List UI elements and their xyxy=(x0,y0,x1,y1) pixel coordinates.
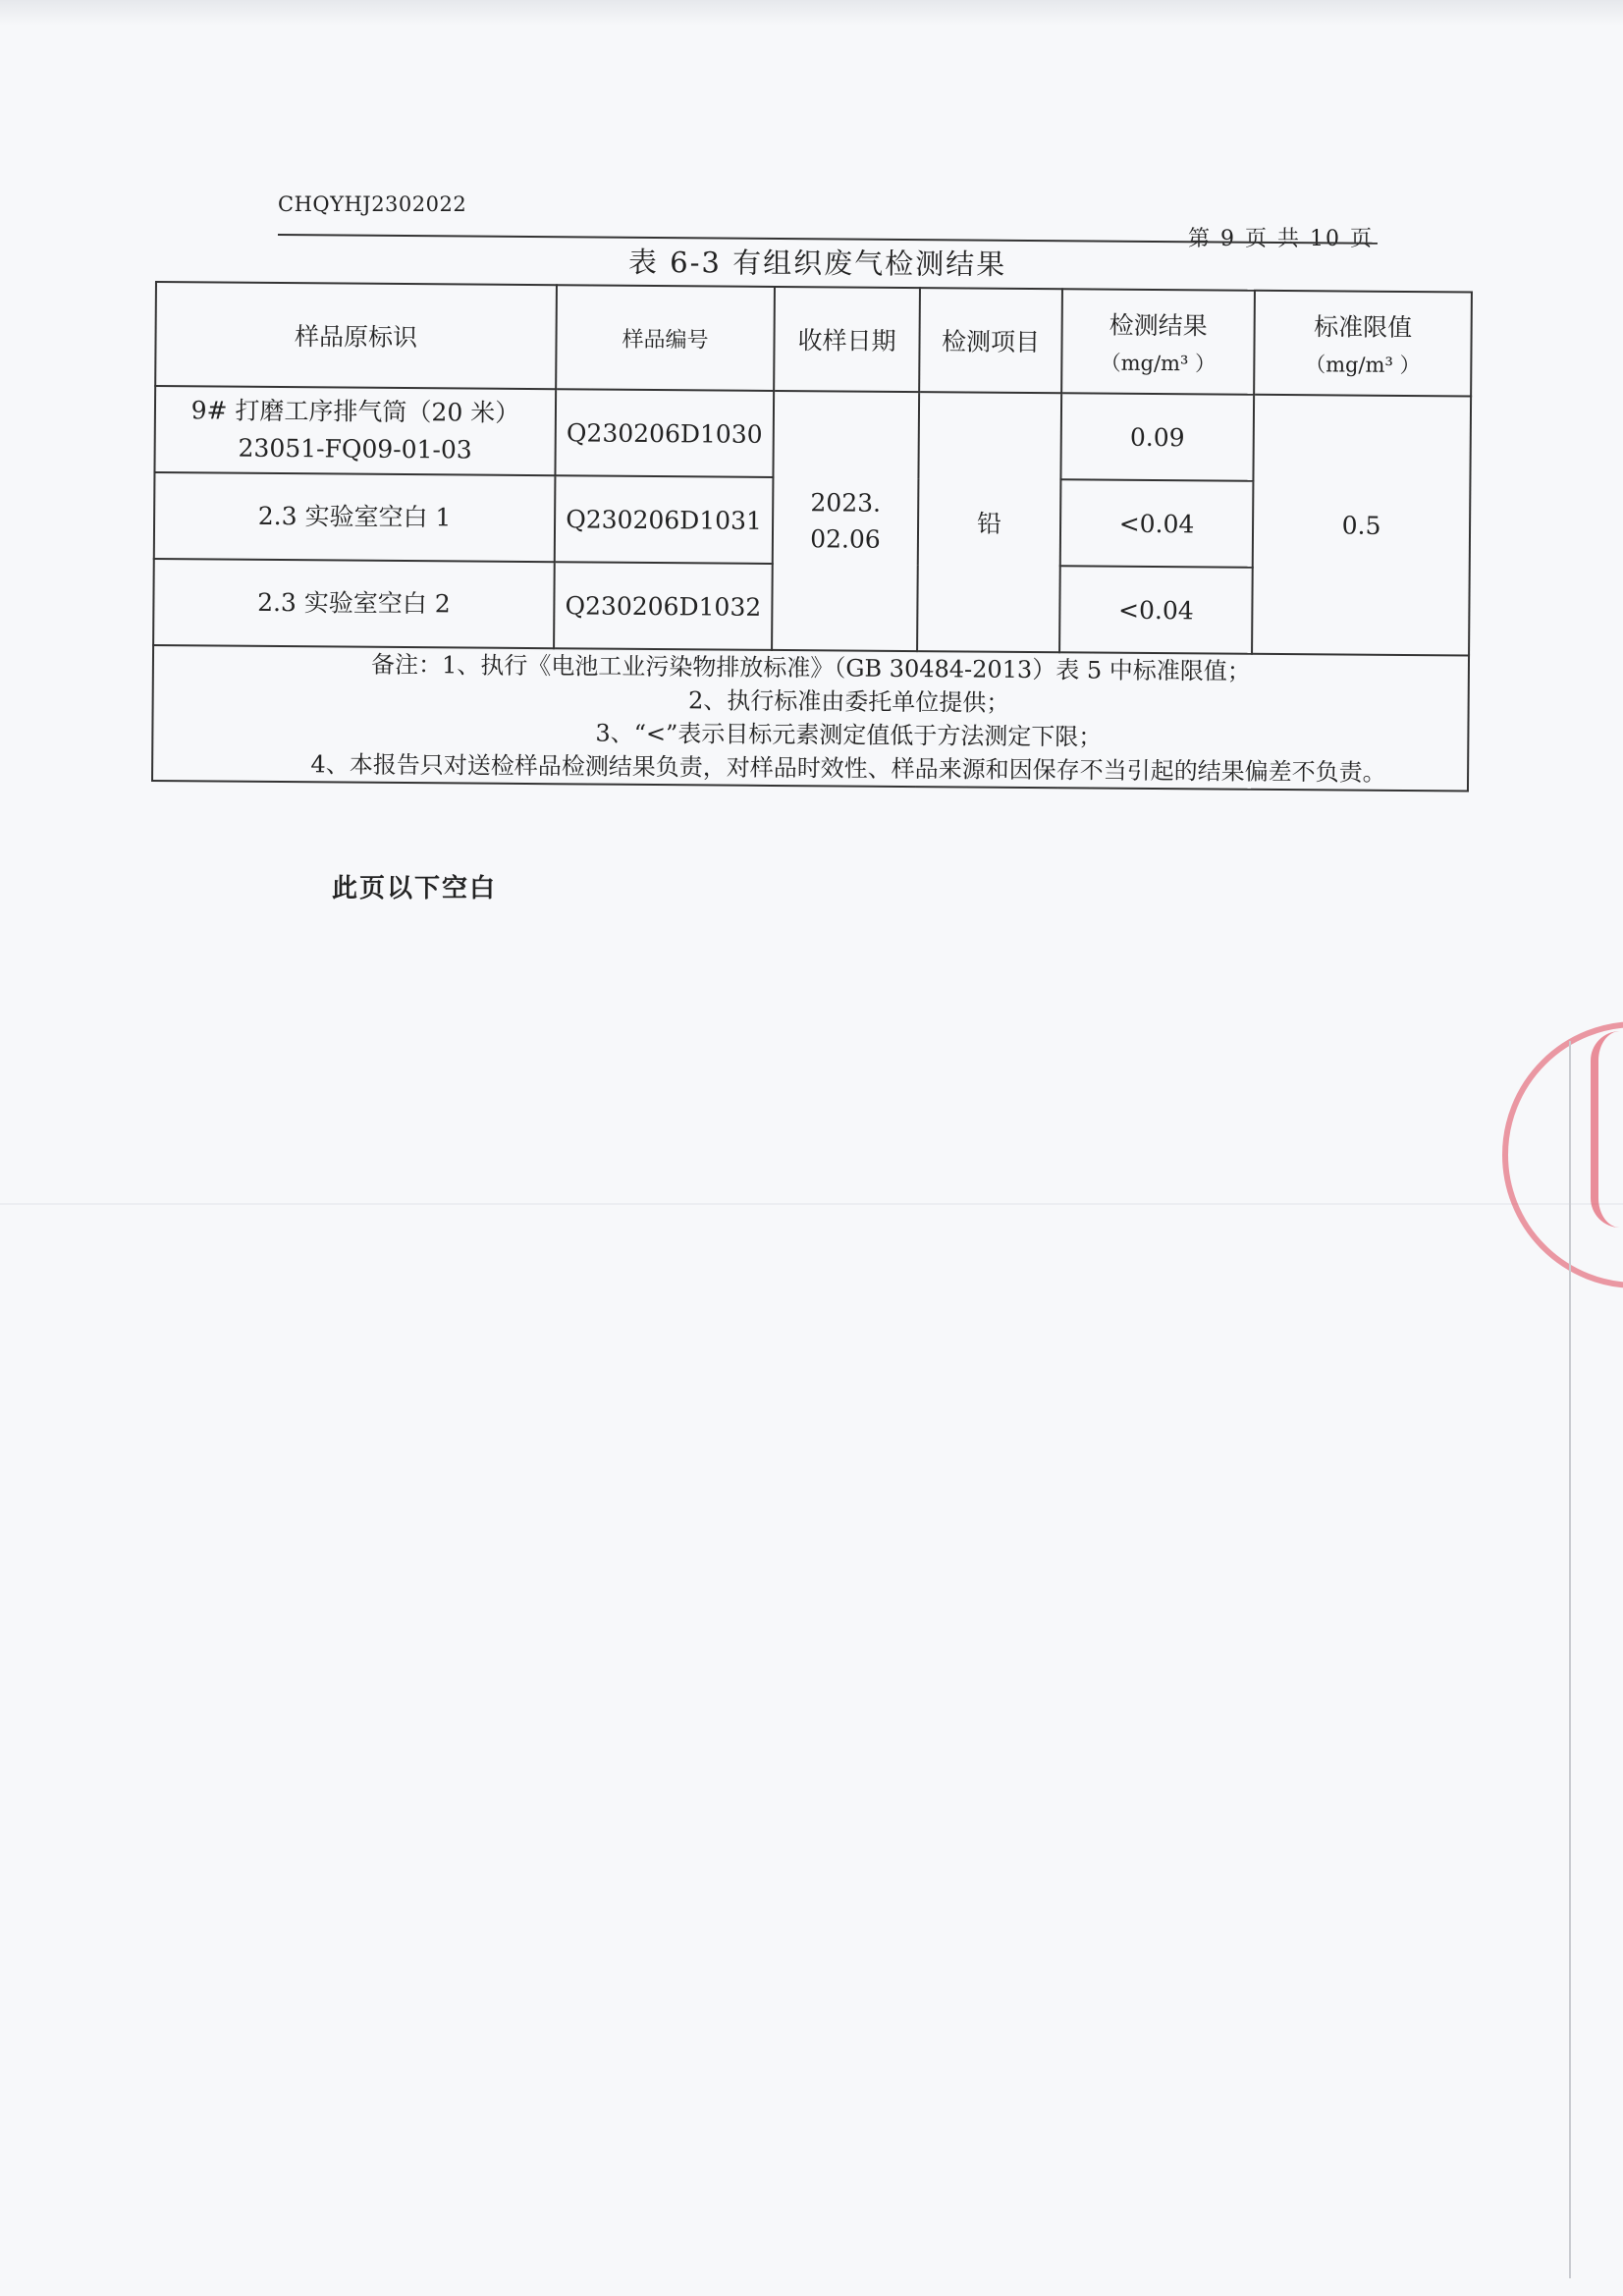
binding-edge-line xyxy=(1569,1041,1571,2278)
results-table xyxy=(151,281,1473,793)
sample-no-cell: Q230206D1031 xyxy=(555,475,774,564)
limit-cell: 0.5 xyxy=(1252,395,1471,656)
remark-line: 备注：1、执行《电池工业污染物排放标准》（GB 30484-2013）表 5 中标准限值； xyxy=(370,650,1251,685)
table-row xyxy=(154,386,1471,483)
sample-id-cell: 2.3 实验室空白 2 xyxy=(153,559,555,648)
date-cell xyxy=(772,391,919,651)
sample-id-line: 23051-FQ09-01-03 xyxy=(238,433,472,465)
item-cell: 铅 xyxy=(917,392,1061,652)
sample-id-cell xyxy=(154,386,556,475)
result-cell: 0.09 xyxy=(1060,393,1254,481)
page-number: 第 9 页 共 10 页 xyxy=(1188,227,1374,251)
scan-edge xyxy=(0,0,1623,26)
header-sample-id: 样品原标识 xyxy=(155,282,557,389)
result-cell: <0.04 xyxy=(1060,479,1254,568)
report-code: CHQYHJ2302022 xyxy=(278,192,467,216)
remark-line: 4、本报告只对送检样品检测结果负责，对样品时效性、样品来源和因保存不当引起的结果偏差不负责。 xyxy=(310,750,1386,787)
header-result-unit: （mg/m³ ） xyxy=(1100,351,1217,376)
blank-below-note: 此页以下空白 xyxy=(332,874,498,903)
date-line: 02.06 xyxy=(810,524,881,554)
sample-no-cell: Q230206D1030 xyxy=(555,389,774,477)
header-sample-no: 样品编号 xyxy=(556,285,775,391)
red-seal-edge xyxy=(1591,1031,1623,1228)
header-limit-label: 标准限值 xyxy=(1314,312,1413,343)
sample-id-line: 9# 打磨工序排气筒（20 米） xyxy=(190,396,520,427)
remark-line: 3、“<”表示目标元素测定值低于方法测定下限； xyxy=(595,719,1103,751)
date-line: 2023. xyxy=(810,488,882,518)
table-header-row xyxy=(155,282,1472,397)
sample-no-cell: Q230206D1032 xyxy=(554,562,773,650)
sample-id-cell: 2.3 实验室空白 1 xyxy=(154,472,556,562)
result-cell: <0.04 xyxy=(1059,566,1253,654)
results-table-wrapper xyxy=(151,281,1471,793)
remark-line: 2、执行标准由委托单位提供； xyxy=(687,686,1010,717)
header-date: 收样日期 xyxy=(774,287,920,392)
remarks-row xyxy=(152,645,1469,792)
remarks-cell xyxy=(152,645,1469,792)
table-title: 表 6-3 有组织废气检测结果 xyxy=(627,245,1007,282)
header-limit xyxy=(1254,291,1472,397)
header-result xyxy=(1061,289,1255,395)
scan-fold-line xyxy=(0,1203,1623,1205)
header-result-label: 检测结果 xyxy=(1109,310,1208,341)
header-item: 检测项目 xyxy=(919,288,1062,393)
header-limit-unit: （mg/m³ ） xyxy=(1305,353,1421,378)
